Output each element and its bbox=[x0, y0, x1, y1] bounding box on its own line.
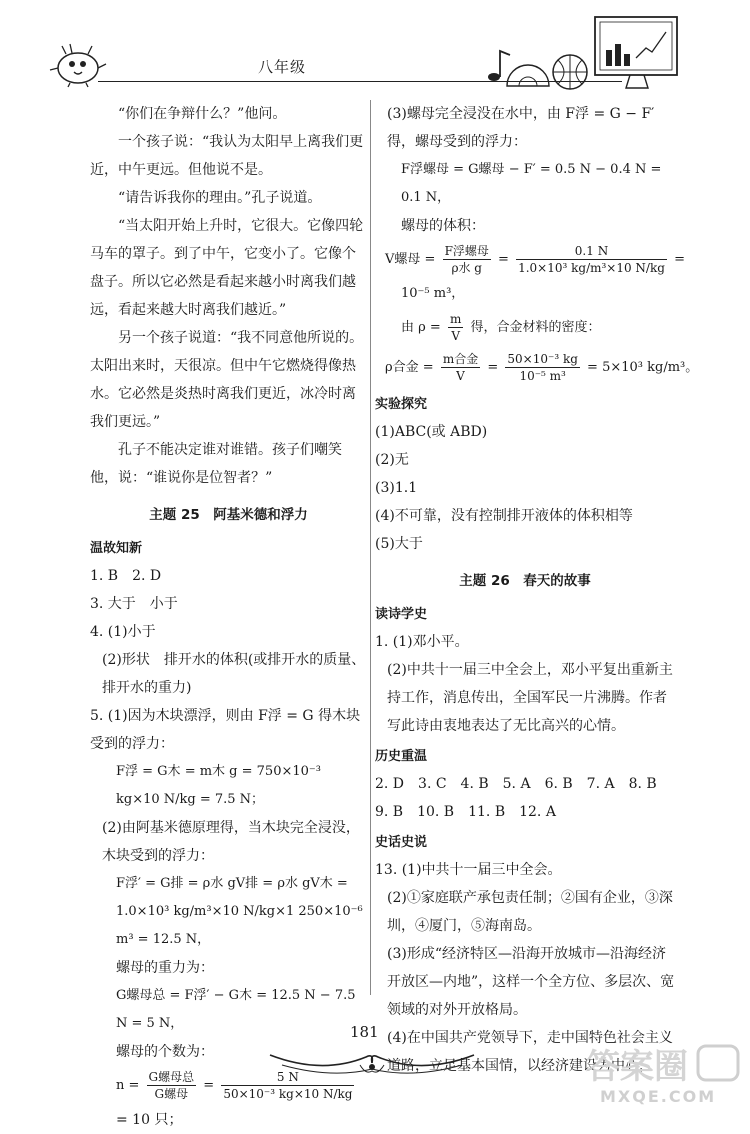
fraction-numerator: 50×10⁻³ kg bbox=[507, 352, 578, 366]
eq-sign: = bbox=[498, 252, 509, 267]
monitor-chart-icon bbox=[592, 14, 682, 92]
protractor-icon bbox=[505, 62, 551, 88]
fraction-denominator: V bbox=[456, 369, 465, 383]
eq-lhs: 由 ρ = bbox=[401, 320, 441, 335]
equation-line: F浮′ = G排 = ρ水 gV排 = ρ水 gV木 = 1.0×10³ kg/m³×10 N/kg×1 250×10⁻⁶ m³ = 12.5 N， bbox=[116, 876, 363, 947]
right-column bbox=[375, 100, 699, 1080]
fraction bbox=[441, 351, 480, 384]
left-column bbox=[90, 100, 367, 1134]
answer-line: 螺母的个数为： bbox=[116, 1044, 214, 1060]
fraction-denominator: ρ水 g bbox=[451, 261, 482, 275]
fraction-numerator: m bbox=[449, 312, 462, 326]
topic-26-heading: 主题 26 春天的故事 bbox=[459, 573, 591, 589]
fraction-equation bbox=[375, 308, 675, 348]
answer-line: (3)1.1 bbox=[375, 480, 418, 496]
fraction bbox=[443, 243, 491, 276]
fraction-numerator: 0.1 N bbox=[516, 243, 667, 260]
story-paragraph: “请告诉我你的理由。”孔子说道。 bbox=[118, 190, 322, 206]
story-paragraph: “你们在争辩什么？”他问。 bbox=[118, 106, 287, 122]
answer-line: (5)大于 bbox=[375, 536, 423, 552]
answer-line: (1)ABC(或 ABD) bbox=[375, 424, 488, 440]
eq-sign: = bbox=[674, 252, 685, 267]
watermark-url: MXQE.COM bbox=[600, 1087, 717, 1106]
column-divider bbox=[370, 100, 371, 995]
answer-line: (2)形状 排开水的体积(或排开水的质量、排开水的重力) bbox=[102, 652, 366, 696]
fraction-denominator: 1.0×10³ kg/m³×10 N/kg bbox=[518, 261, 665, 275]
section-lishi-heading: 历史重温 bbox=[375, 749, 428, 764]
fraction bbox=[516, 243, 667, 276]
story-paragraph: “当太阳开始上升时，它很大。它像四轮马车的罩子。到了中午，它变小了。它像个盘子。所以它必然是看起来越小时离我们越远，看起来越大时离我们越近。” bbox=[90, 218, 364, 318]
answer-line: 3. 大于 小于 bbox=[90, 596, 178, 612]
answer-line: = 10 只； bbox=[116, 1112, 183, 1128]
answer-line: 1. B 2. D bbox=[90, 568, 162, 584]
fraction-equation bbox=[375, 240, 685, 280]
answer-line: 13. (1)中共十一届三中全会。 bbox=[375, 862, 562, 878]
answer-line: 螺母的体积： bbox=[401, 218, 485, 234]
fraction-numerator: m合金 bbox=[442, 352, 479, 366]
fraction-denominator: 10⁻⁵ m³ bbox=[519, 369, 566, 383]
answer-line: 5. (1)因为木块漂浮，则由 F浮 = G 得木块受到的浮力： bbox=[90, 708, 361, 752]
page-number: 181 bbox=[350, 1023, 379, 1041]
story-paragraph: 孔子不能决定谁对谁错。孩子们嘲笑他，说：“谁说你是位智者？” bbox=[90, 442, 342, 486]
watermark bbox=[580, 1040, 745, 1106]
equation-line: F浮螺母 = G螺母 − F′ = 0.5 N − 0.4 N = 0.1 N， bbox=[401, 162, 662, 205]
section-dushi-heading: 读诗学史 bbox=[375, 607, 428, 622]
basketball-icon bbox=[550, 52, 590, 92]
watermark-text: 答案圈 bbox=[586, 1047, 688, 1087]
answer-line: 4. (1)小于 bbox=[90, 624, 156, 640]
equation-line: F浮 = G木 = m木 g = 750×10⁻³ kg×10 N/kg = 7.5 N； bbox=[116, 764, 321, 807]
page-header bbox=[0, 0, 750, 110]
section-wengu-heading: 温故知新 bbox=[90, 541, 143, 556]
fraction-numerator: 5 N bbox=[221, 1069, 354, 1086]
eq-lhs: ρ合金 = bbox=[385, 360, 434, 375]
answer-line: (2)①家庭联产承包责任制；②国有企业，③深圳，④厦门，⑤海南岛。 bbox=[387, 890, 673, 934]
fraction-numerator: G螺母总 bbox=[148, 1070, 195, 1084]
fraction-denominator: G螺母 bbox=[154, 1087, 189, 1101]
footer-ornament-icon bbox=[262, 1035, 482, 1081]
eq-lhs: n = bbox=[116, 1078, 140, 1093]
answer-line: 2. D 3. C 4. B 5. A 6. B 7. A 8. B 9. B 10. B 11. B 12. A bbox=[375, 776, 671, 820]
eq-sign: = bbox=[487, 360, 499, 375]
fraction-denominator: V bbox=[451, 329, 460, 343]
answer-line: 1. (1)邓小平。 bbox=[375, 634, 469, 650]
fraction bbox=[505, 351, 580, 384]
eq-lhs: V螺母 = bbox=[385, 252, 436, 267]
header-title: 八年级 bbox=[258, 58, 307, 76]
fraction bbox=[448, 311, 463, 344]
section-shiyan-heading: 实验探究 bbox=[375, 397, 428, 412]
topic-25-heading: 主题 25 阿基米德和浮力 bbox=[149, 507, 308, 523]
answer-line: (2)无 bbox=[375, 452, 409, 468]
answer-line: (2)由阿基米德原理得，当木块完全浸没，木块受到的浮力： bbox=[102, 820, 360, 864]
fraction bbox=[147, 1069, 197, 1102]
eq-sign: = bbox=[203, 1078, 215, 1093]
answer-line: (3)螺母完全浸没在水中，由 F浮 = G − F′ 得，螺母受到的浮力： bbox=[387, 106, 655, 150]
eq-rhs: = 5×10³ kg/m³。 bbox=[587, 360, 699, 375]
watermark-logo-icon bbox=[580, 1040, 745, 1106]
section-shihua-heading: 史话史说 bbox=[375, 835, 428, 850]
story-paragraph: 另一个孩子说道：“我不同意他所说的。太阳出来时，天很凉。但中午它燃烧得像热水。它必然是炎热时离我们更近，冰冷时离我们更远。” bbox=[90, 330, 364, 430]
story-paragraph: 一个孩子说：“我认为太阳早上离我们更近，中午更远。但他说不是。 bbox=[90, 134, 364, 178]
eq-text: 得，合金材料的密度： bbox=[470, 320, 601, 335]
answer-line: (2)中共十一届三中全会上，邓小平复出重新主持工作，消息传出，全国军民一片沸腾。作者写此诗由衷地表达了无比高兴的心情。 bbox=[387, 662, 673, 734]
answer-line: (3)形成“经济特区—沿海开放城市—沿海经济开放区—内地”，这样一个全方位、多层次、宽领域的对外开放格局。 bbox=[387, 946, 675, 1018]
equation-line: G螺母总 = F浮′ − G木 = 12.5 N − 7.5 N = 5 N， bbox=[116, 988, 356, 1031]
fraction-numerator: F浮螺母 bbox=[444, 244, 489, 258]
answer-line: 螺母的重力为： bbox=[116, 960, 214, 976]
equation-line: 10⁻⁵ m³， bbox=[401, 286, 465, 301]
answer-line: (4)在中国共产党领导下，走中国特色社会主义道路，立足基本国情，以经济建设为中心， bbox=[387, 1030, 673, 1074]
fraction-denominator: 50×10⁻³ kg×10 N/kg bbox=[223, 1087, 353, 1101]
fraction-equation bbox=[375, 348, 699, 388]
answer-line: (4)不可靠，没有控制排开液体的体积相等 bbox=[375, 508, 633, 524]
